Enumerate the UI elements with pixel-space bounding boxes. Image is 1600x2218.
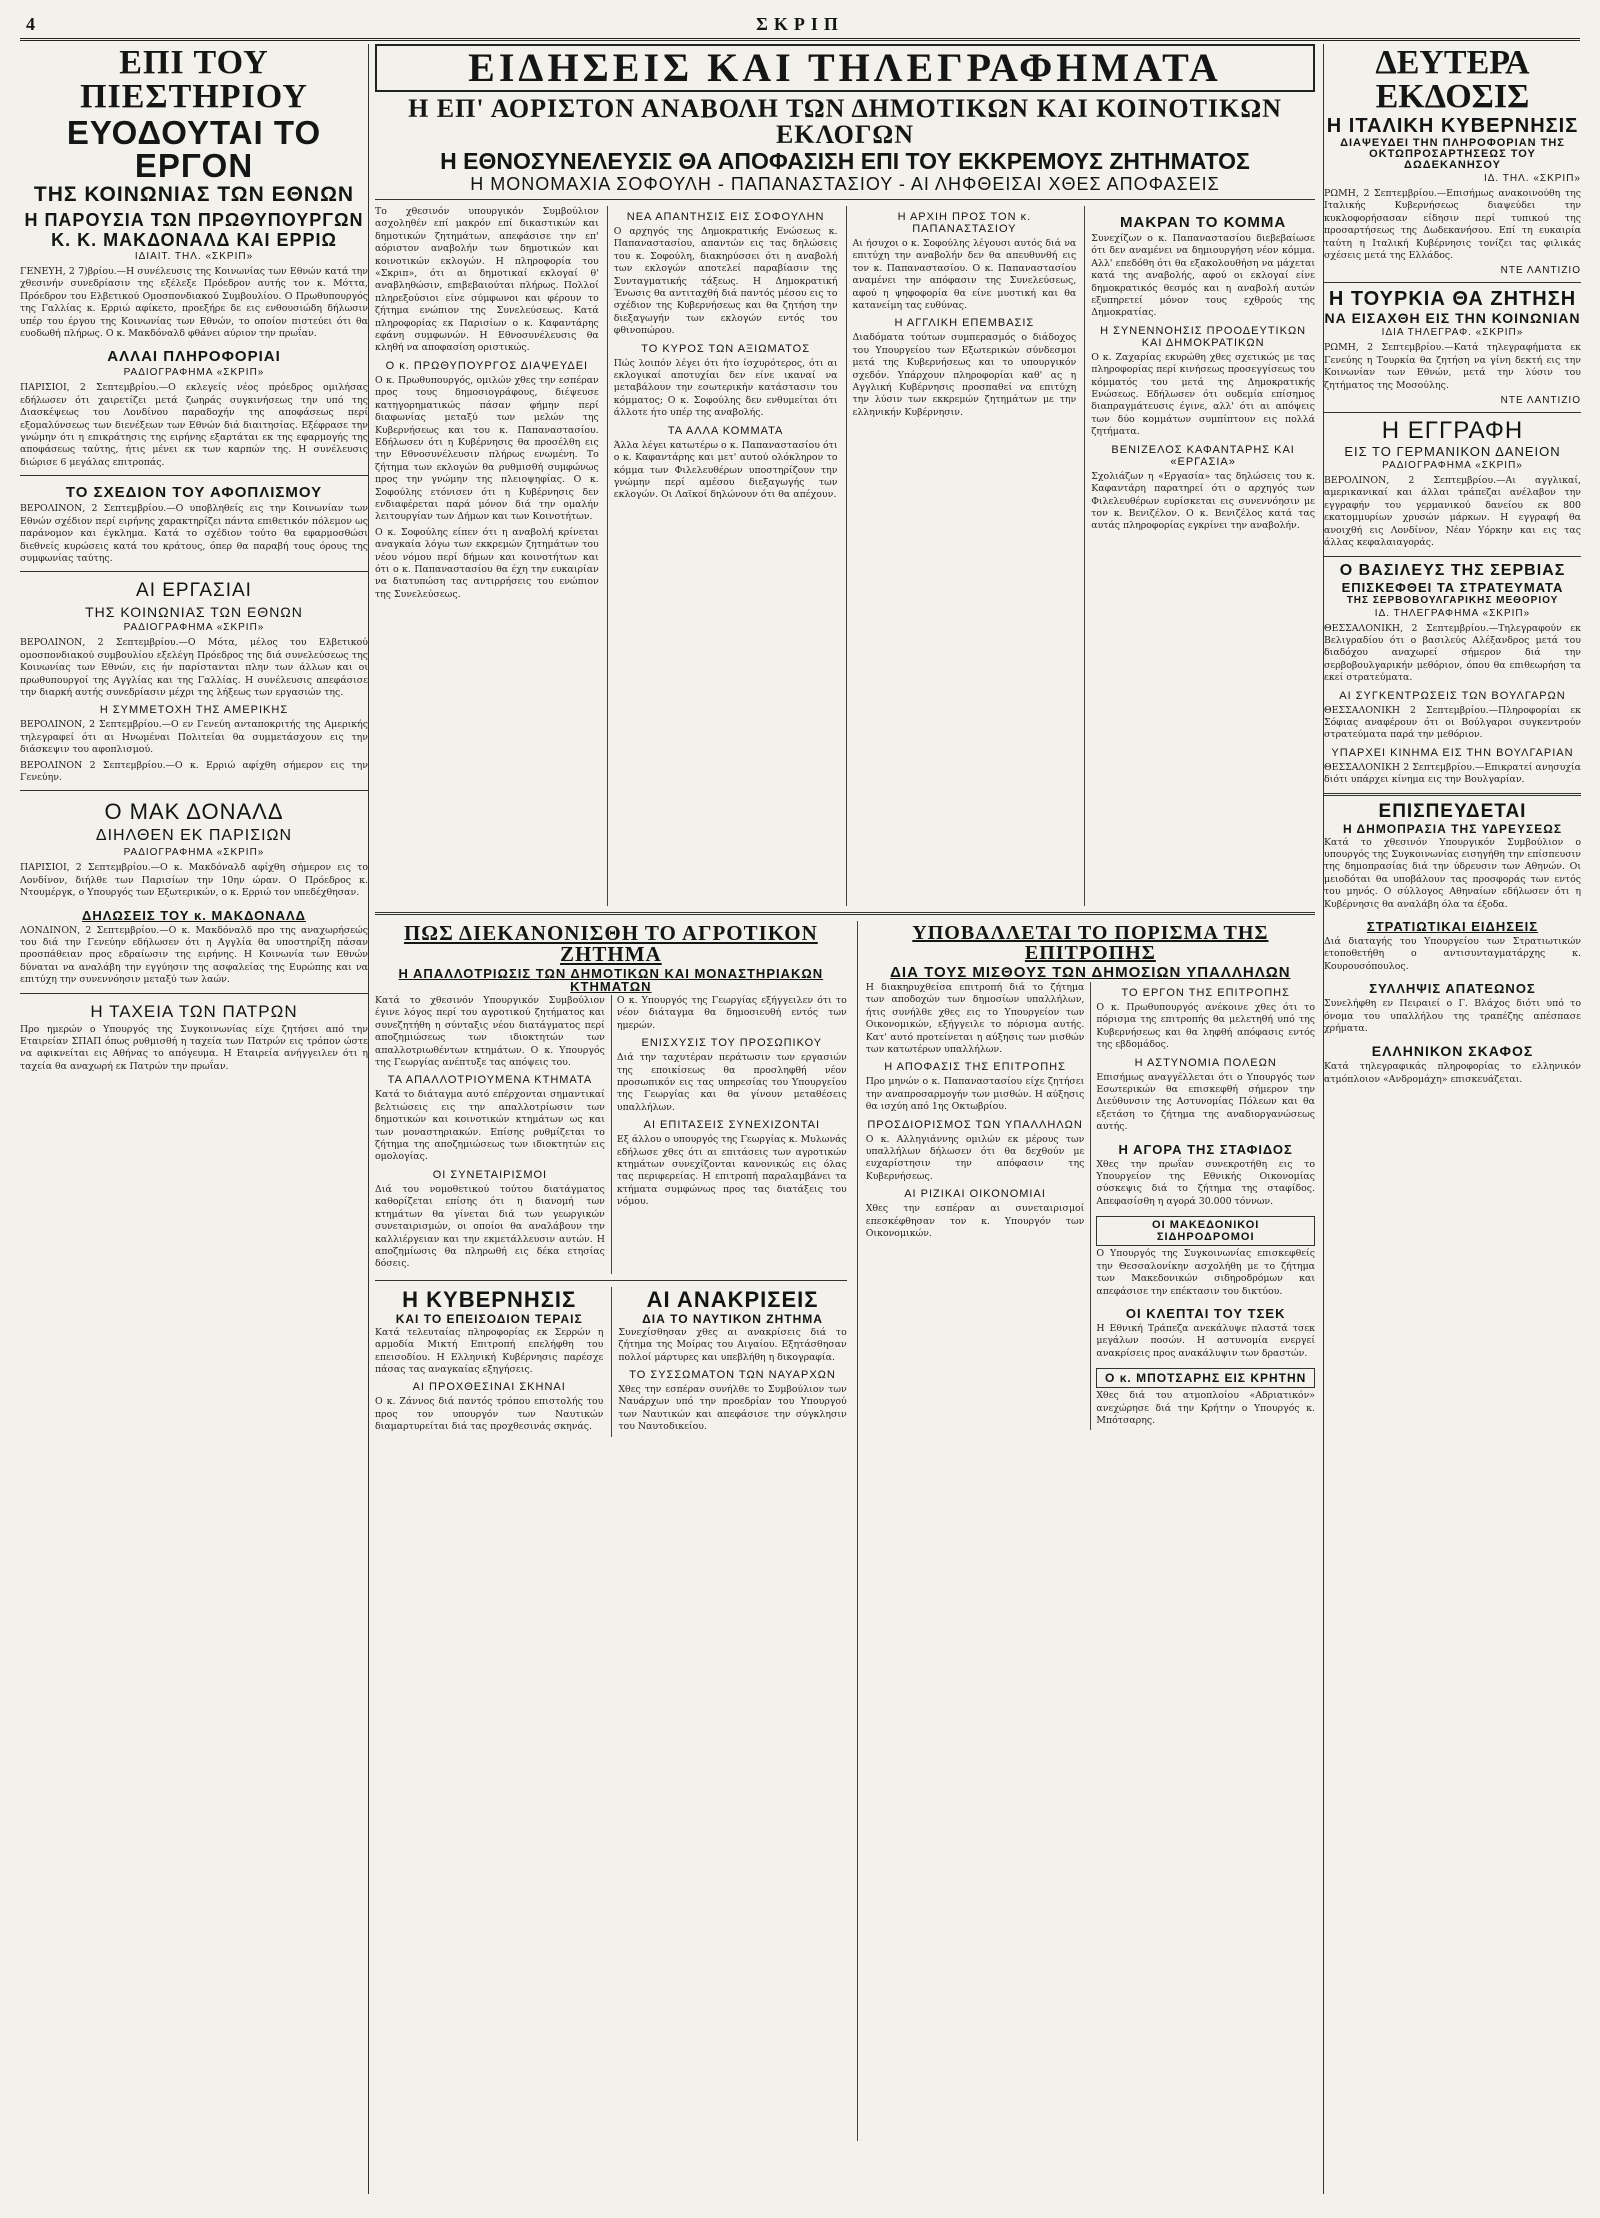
subheading: Η ΣΥΜΜΕΤΟΧΗ ΤΗΣ ΑΜΕΡΙΚΗΣ bbox=[99, 704, 289, 717]
story-column bbox=[375, 995, 605, 1274]
subheading: Η ΑΓΓΛΙΚΗ ΕΠΕΜΒΑΣΙΣ bbox=[894, 317, 1035, 330]
divider bbox=[1324, 412, 1581, 413]
subheading: ΕΝΙΣΧΥΣΙΣ ΤΟΥ ΠΡΟΣΩΠΙΚΟΥ bbox=[641, 1037, 823, 1050]
divider bbox=[1324, 282, 1581, 283]
paper-name: ΣΚΡΙΠ bbox=[756, 14, 844, 34]
right-headline-8: Ο ΒΑΣΙΛΕΥΣ ΤΗΣ ΣΕΡΒΙΑΣ bbox=[1339, 561, 1566, 579]
article-text: ΒΕΡΟΛΙΝΟΝ 2 Σεπτεμβρίου.—Ο κ. Ερριώ αφίχθη σήμερον εις την Γενεύην. bbox=[20, 759, 368, 783]
section-heading: ΤΗΣ ΚΟΙΝΩΝΙΑΣ ΤΩΝ ΕΘΝΩΝ bbox=[85, 604, 303, 621]
section-heading: Η ΤΑΧΕΙΑ ΤΩΝ ΠΑΤΡΩΝ bbox=[90, 1001, 298, 1021]
story-headline: ΠΩΣ ΔΙΕΚΑΝΟΝΙΣΘΗ ΤΟ ΑΓΡΟΤΙΚΟΝ ΖΗΤΗΜΑ bbox=[403, 921, 818, 966]
article-text: Ο κ. Σοφούλης είπεν ότι η αναβολή κρίνεται αναγκαία λόγω των εκκρεμών ζητημάτων του νέου νόμου περί δήμων και κοινοτήτων και ότι ο κ. Παπαναστασίου θα έχη την ευκαιρίαν να διατυπώση τας αντιρρήσεις του ενώπιον της Συνελεύσεως. bbox=[375, 526, 599, 600]
article-text: Κατά το χθεσινόν Υπουργικόν Συμβούλιον έγινε λόγος περί του αγροτικού ζητήματος και συνεζητήθη η σύνταξις νέου διατάγματος περί αποζημιώσεως των ιδιοκτητών των απαλλοτριωθέντων κτημάτων. Ο κ. Υπουργός της Γεωργίας ανέπτυξε τας απόψεις του. bbox=[375, 995, 605, 1069]
article-text: Εξ άλλου ο υπουργός της Γεωργίας κ. Μυλωνάς εδήλωσε χθες ότι αι επιτάσεις των αγροτικών κτημάτων συνεχίζονται κανονικώς εις όλας τας περιφερείας. Η επιτροπή παραλαμβάνει τα κτήματα συμφώνως προς τας διατάξεις του νόμου. bbox=[616, 1134, 847, 1208]
section-heading: ΑΙ ΕΡΓΑΣΙΑΙ bbox=[136, 580, 252, 602]
subheading: ΤΑ ΑΛΛΑ ΚΟΜΜΑΤΑ bbox=[667, 424, 784, 437]
subheading: ΠΡΟΣΔΙΟΡΙΣΜΟΣ ΤΩΝ ΥΠΑΛΛΗΛΩΝ bbox=[867, 1118, 1083, 1131]
section-heading: ΔΗΛΩΣΕΙΣ ΤΟΥ κ. ΜΑΚΔΟΝΑΛΔ bbox=[81, 907, 307, 923]
left-column bbox=[20, 44, 369, 2194]
divider bbox=[20, 993, 368, 994]
story-column bbox=[866, 982, 1085, 1430]
subheading: ΤΟ ΣΥΣΣΩΜΑΤΟΝ ΤΩΝ ΝΑΥΑΡΧΩΝ bbox=[629, 1368, 836, 1381]
article-text: Χθες διά του ατμοπλοίου «Αδριατικόν» ανεχώρησε διά την Κρήτην ο Υπουργός κ. Μπότσαρης. bbox=[1096, 1390, 1315, 1426]
agrarian-story bbox=[375, 921, 847, 2141]
article-text: ΒΕΡΟΛΙΝΟΝ, 2 Σεπτεμβρίου.—Ο υποβληθείς εις την Κοινωνίαν των Εθνών σχέδιον περί ειρήνης χαρακτηρίζει πάντα επιθετικόν πόλεμον ως παράνομον και έγκλημα. Κατά το σχέδιον τούτο θα εφαρμοσθώσι διεθνείς κυρώσεις κατά του κράτους, όπερ θα παραβή τους όρους της συμφωνίας ταύτης. bbox=[20, 503, 368, 564]
article-text: Επισήμως αναγγέλλεται ότι ο Υπουργός των Εσωτερικών θα επισκεφθή σήμερον την Διεύθυνσιν της Αστυνομίας Πόλεων και θα εξετάση το ζήτημα της αναδιοργανώσεως αυτής. bbox=[1096, 1071, 1315, 1133]
right-headline-5: ΝΑ ΕΙΣΑΧΘΗ ΕΙΣ ΤΗΝ ΚΟΙΝΩΝΙΑΝ bbox=[1324, 310, 1581, 327]
story-headline: Η ΚΥΒΕΡΝΗΣΙΣ bbox=[402, 1286, 577, 1312]
article-text: Η διακηρυχθείσα επιτροπή διά το ζήτημα των αποδοχών των δημοσίων υπαλλήλων, ήτις συνήλθε χθες εις το Υπουργείον των Οικονομικών, εξήγγειλε το πόρισμα αυτής. Κατ' αυτό προτείνεται η αύξησις των μισθών των κατωτέρων υπαλλήλων. bbox=[865, 982, 1085, 1056]
byline: ΝΤΕ ΛΑΝΤΙΖΙΟ bbox=[1500, 265, 1581, 277]
article-text: Συνελήφθη εν Πειραιεί ο Γ. Βλάχος διότι υπό το όνομα του υπαλλήλου της τραπέζης απέσπασε χρήματα. bbox=[1324, 998, 1581, 1035]
article-text: Χθες την πρωΐαν συνεκροτήθη εις το Υπουργείον της Εθνικής Οικονομίας σύσκεψις διά το ζήτημα της σταφίδος. Απεφασίσθη η αγορά 30.000 τόννων. bbox=[1096, 1158, 1315, 1207]
article-text: Κατά το χθεσινόν Υπουργικόν Συμβούλιον ο υπουργός της Συγκοινωνίας εισηγήθη την επίσπευσιν της δημοπρασίας διά την ύδρευσιν των Αθηνών. Οι μειοδόται θα υποβάλουν τας προσφοράς των εντός του μηνός. Ο σύλλογος Αθηναίων εδήλωσεν ότι η Κυβέρνησις θα αναλάβη όλα τα έξοδα. bbox=[1324, 836, 1581, 910]
right-headline-9: ΕΠΙΣΚΕΦΘΕΙ ΤΑ ΣΤΡΑΤΕΥΜΑΤΑ bbox=[1341, 579, 1564, 595]
article-text: ΡΩΜΗ, 2 Σεπτεμβρίου.—Κατά τηλεγραφήματα εκ Γενεύης η Τουρκία θα ζητήση να γίνη δεκτή εις την Κοινωνίαν των Εθνών, μετά την λύσιν του ζητήματος της Μοσούλης. bbox=[1324, 342, 1581, 391]
subheading: ΣΥΛΛΗΨΙΣ ΑΠΑΤΕΩΝΟΣ bbox=[1369, 981, 1536, 997]
story-column bbox=[607, 206, 838, 906]
article-text: Ο κ. Αλληγιάννης ομιλών εκ μέρους των υπαλλήλων δήλωσεν ότι θα δεχθούν με ευχαρίστησιν την απόφασιν της Κυβερνήσεως. bbox=[865, 1133, 1085, 1182]
dateline: ΙΔ. ΤΗΛΕΓΡΑΦΗΜΑ «ΣΚΡΙΠ» bbox=[1374, 607, 1531, 619]
subheading: ΝΕΑ ΑΠΑΝΤΗΣΙΣ ΕΙΣ ΣΟΦΟΥΛΗΝ bbox=[626, 211, 825, 223]
article-text: Σχολιάζων η «Εργασία» τας δηλώσεις του κ. Καφαντάρη παρατηρεί ότι ο αρχηγός των Φιλελευθέρων ευρίσκεται εις συνεννόησιν με τον κ. Βενιζέλον. Ο κ. Βενιζέλος κατά τας αυτάς πληροφορίας εγκρίνει την αναβολήν. bbox=[1091, 470, 1315, 532]
byline: ΝΤΕ ΛΑΝΤΙΖΙΟ bbox=[1500, 395, 1581, 407]
article-text: ΓΕΝΕΥΗ, 2 7)βρίου.—Η συνέλευσις της Κοινωνίας των Εθνών κατά την χθεσινήν συνεδρίασιν της εξέλεξε Πρόεδρον αυτής τον κ. Μόττα, Πρόεδρον του Ελβετικού Ομοσπονδιακού Συμβουλίου. Ο Πρωθυπουργός της Γαλλίας κ. Ερριώ αφίκετο, προεξήρε δε εις ενθουσιώδη δήλωσιν υπέρ του έργου της Κοινωνίας των Εθνών, το οποίον πιστεύει ότι θα ευοδωθή πλήρως. Ο κ. Μακδόναλδ φθάνει αύριον την πρωΐαν. bbox=[20, 266, 368, 340]
subheading: ΥΠΑΡΧΕΙ ΚΙΝΗΜΑ ΕΙΣ ΤΗΝ ΒΟΥΛΓΑΡΙΑΝ bbox=[1331, 746, 1574, 759]
article-text: Ο κ. Ζαχαρίας εκυρώθη χθες σχετικώς με τας πληροφορίας περί κινήσεως προσεγγίσεως του κόμματός του μετά της Δημοκρατικής Ενώσεως. Εδήλωσεν ότι ουδεμία επίσημος διαπραγμάτευσις έγινε, αλλ' ότι αι απόψεις των δύο κομμάτων συμπίπτουν εις πολλά ζητήματα. bbox=[1091, 351, 1315, 438]
subheading: Η ΣΥΝΕΝΝΟΗΣΙΣ ΠΡΟΟΔΕΥΤΙΚΩΝ ΚΑΙ ΔΗΜΟΚΡΑΤΙΚΩΝ bbox=[1100, 324, 1307, 349]
article-text: Προ ημερών ο Υπουργός της Συγκοινωνίας είχε ζητήσει από την Εταιρείαν ΣΠΑΠ όπως ρυθμισθή η ταχεία των Πατρών εις τρόπον ώστε να αφικνείται εις Αθήνας το απόγευμα. Η Εταιρεία ανήγγειλεν ότι η ταχεία θα αναχωρή εκ Πατρών την πρωΐαν. bbox=[20, 1023, 368, 1072]
government-story bbox=[375, 1287, 603, 1437]
article-text: Η Εθνική Τράπεζα ανεκάλυψε πλαστά τσεκ μεγάλων ποσών. Η αστυνομία ενεργεί ανακρίσεις προς ανακάλυψιν των δραστών. bbox=[1096, 1322, 1315, 1359]
story-headline: ΥΠΟΒΑΛΛΕΤΑΙ ΤΟ ΠΟΡΙΣΜΑ ΤΗΣ ΕΠΙΤΡΟΠΗΣ bbox=[912, 922, 1269, 964]
dateline: ΡΑΔΙΟΓΡΑΦΗΜΑ «ΣΚΡΙΠ» bbox=[123, 622, 265, 634]
article-text: Ο κ. Πρωθυπουργός, ομιλών χθες την εσπέραν προς τους δημοσιογράφους, διέψευσε κατηγορηματικώς πάσαν φήμην περί διαφωνίας μεταξύ των μελών της Κυβερνήσεως και του κ. Παπαναστασίου. Εδήλωσεν ότι η Κυβέρνησις θα προσέλθη εις την Εθνοσυνέλευσιν πλήρως ενωμένη. Το ζήτημα των εκλογών θα ρυθμισθή συμφώνως προς την γνώμην της πλειοψηφίας. Ο κ. Σοφούλης ετόνισεν ότι η Κυβέρνησις δεν ενδιαφέρεται παρά μόνον διά την ομαλήν λειτουργίαν των Δήμων και των Κοινοτήτων. bbox=[375, 374, 599, 523]
left-headline-5: Κ. Κ. ΜΑΚΔΟΝΑΛΔ ΚΑΙ ΕΡΡΙΩ bbox=[51, 230, 337, 250]
section-heading: ΤΟ ΣΧΕΔΙΟΝ ΤΟΥ ΑΦΟΠΛΙΣΜΟΥ bbox=[65, 484, 323, 502]
subheading: ΑΙ ΕΠΙΤΑΣΕΙΣ ΣΥΝΕΧΙΖΟΝΤΑΙ bbox=[643, 1119, 821, 1132]
article-text: ΒΕΡΟΛΙΝΟΝ, 2 Σεπτεμβρίου.—Αι αγγλικαί, αμερικανικαί και άλλαι τράπεζαι ανέλαβον την εγγραφήν του γερμανικού δανείου εκ 800 εκατομμυρίων χρυσών μάρκων. Η εγγραφή θα ανοιχθή εις Λονδίνον, Νέαν Υόρκην και εις τας άλλας κεφαλαιαγοράς. bbox=[1324, 475, 1581, 549]
subheading: ΟΙ ΚΛΕΠΤΑΙ ΤΟΥ ΤΣΕΚ bbox=[1125, 1305, 1286, 1321]
left-headline-3: ΤΗΣ ΚΟΙΝΩΝΙΑΣ ΤΩΝ ΕΘΝΩΝ bbox=[33, 183, 355, 206]
article-text: Συνεχίζων ο κ. Παπαναστασίου διεβεβαίωσε ότι δεν αναμένει να δημιουργήση νέον κόμμα. Αλλ' επεδόθη ότι θα εξακολουθήση να μάχεται κατά της αναβολής, αφού οι εκλογαί είνε δημοκρατικός θεσμός και η αναβολή αυτών εξυπηρετεί μόνον τους εχθρούς της Δημοκρατίας. bbox=[1091, 233, 1315, 319]
subheading: ΣΤΡΑΤΙΩΤΙΚΑΙ ΕΙΔΗΣΕΙΣ bbox=[1366, 919, 1539, 934]
right-headline-12: Η ΔΗΜΟΠΡΑΣΙΑ ΤΗΣ ΥΔΡΕΥΣΕΩΣ bbox=[1342, 821, 1563, 836]
story-column bbox=[846, 206, 1077, 906]
subheading: Η ΑΠΟΦΑΣΙΣ ΤΗΣ ΕΠΙΤΡΟΠΗΣ bbox=[884, 1061, 1066, 1074]
article-text: Κατά το διάταγμα αυτό επέρχονται σημαντικαί βελτιώσεις εις την απαλλοτρίωσιν των δημοτικών και κοινοτικών κτημάτων ως και των μοναστηριακών. Επίσης ρυθμίζεται το ζήτημα της αποζημιώσεως των ιδιοκτητών εις ομολογίας. bbox=[375, 1089, 605, 1163]
article-text: ΒΕΡΟΛΙΝΟΝ, 2 Σεπτεμβρίου.—Ο Μότα, μέλος του Ελβετικού ομοσπονδιακού συμβουλίου εξελέγη Πρόεδρος της διά συνελεύσεως της Κοινωνίας των Εθνών, εις ήν παρίστανται πλην των άλλων και οι πρωθυπουργοί της Αγγλίας και της Γαλλίας. Η συνέλευσις απεφάσισε την διαρκή αυτής συνεδρίασιν μέχρι της λήξεως των εργασιών της. bbox=[20, 637, 368, 698]
article-text: Το χθεσινόν υπουργικόν Συμβούλιον ασχοληθέν επί μακρόν επί δικαστικών και δημοτικών ζητημάτων, απεφάσισε την επ' αόριστον αναβολήν των δημοτικών και κοινοτικών εκλογών. Η πληροφορία του «Σκριπ», ότι αι δημοτικαί εκλογαί θ' αναβληθώσιν, επιβεβαιούται πλήρως. Πολλοί πληρεξούσιοι είνε σύμφωνοι και φέρουν το ζήτημα ενώπιον της Συνελεύσεως. Κατά πληροφορίας εκ Παρισίων ο κ. Καφαντάρης εφάνη συμφωνών. Η Εθνοσυνέλευσις θα κληθή να αποφασίση οριστικώς. bbox=[375, 206, 599, 354]
article-text: Χθες την εσπέραν συνήλθε το Συμβούλιον των Ναυάρχων υπό την προεδρίαν του Υπουργού των Ναυτικών και απεφάσισε την σύγκλησιν του Ναυτοδικείου. bbox=[618, 1383, 847, 1433]
dateline: ΙΔΙΑ ΤΗΛΕΓΡΑΦ. «ΣΚΡΙΠ» bbox=[1381, 327, 1524, 339]
article-text: Ο κ. Ζάννος διά παντός τρόπου επιστολής του προς τον υπουργόν των Ναυτικών διαμαρτυρείται διά τας προχθεσινάς σκηνάς. bbox=[375, 1396, 604, 1433]
dateline: ΙΔΙΑΙΤ. ΤΗΛ. «ΣΚΡΙΠ» bbox=[134, 251, 254, 262]
article-text: ΒΕΡΟΛΙΝΟΝ, 2 Σεπτεμβρίου.—Ο εν Γενεύη ανταποκριτής της Αμερικής τηλεγραφεί ότι αι Ηνωμέναι Πολιτείαι θα συμμετάσχουν εις την διάσκεψιν του αφοπλισμού. bbox=[20, 719, 368, 756]
article-text: Κατά τελευταίας πληροφορίας εκ Σερρών η αρμοδία Μικτή Επιτροπή επελήφθη του επεισοδίου. Η Ελληνική Κυβέρνησις παρέσχε πάσας τας αναγκαίας εξηγήσεις. bbox=[375, 1326, 604, 1375]
subheading: ΤΑ ΑΠΑΛΛΟΤΡΙΟΥΜΕΝΑ ΚΤΗΜΑΤΑ bbox=[387, 1074, 593, 1087]
salaries-story bbox=[857, 921, 1315, 2141]
article-text: Κατά τηλεγραφικάς πληροφορίας το ελληνικόν ατμόπλοιον «Ανδρομάχη» επισκευάζεται. bbox=[1324, 1061, 1581, 1085]
subheading: ΕΛΛΗΝΙΚΟΝ ΣΚΑΦΟΣ bbox=[1371, 1043, 1534, 1060]
subheading: Ο κ. ΠΡΩΘΥΠΟΥΡΓΟΣ ΔΙΑΨΕΥΔΕΙ bbox=[385, 359, 589, 372]
right-headline-6: Η ΕΓΓΡΑΦΗ bbox=[1381, 417, 1524, 445]
right-headline-1: ΔΕΥΤΕΡΑ ΕΚΔΟΣΙΣ bbox=[1375, 44, 1530, 115]
article-text: Άλλα λέγει κατωτέρω ο κ. Παπαναστασίου ότι ο κ. Καφαντάρης και μετ' αυτού ολόκληρον το κόμμα των Φιλελευθέρων υποστηρίζουν την γνώμην περί αμέσου διεξαγωγής των εκλογών. Οι Λαϊκοί δηλώνουν ότι θα απέχουν. bbox=[613, 439, 838, 501]
left-headline-1: ΕΠΙ ΤΟΥ ΠΙΕΣΤΗΡΙΟΥ bbox=[80, 44, 308, 115]
subheading: ΒΕΝΙΖΕΛΟΣ ΚΑΦΑΝΤΑΡΗΣ ΚΑΙ «ΕΡΓΑΣΙΑ» bbox=[1111, 443, 1295, 468]
story-subheadline: ΔΙΑ ΤΟΥΣ ΜΙΣΘΟΥΣ ΤΩΝ ΔΗΜΟΣΙΩΝ ΥΠΑΛΛΗΛΩΝ bbox=[890, 964, 1291, 981]
main-subheadline-2: Η ΜΟΝΟΜΑΧΙΑ ΣΟΦΟΥΛΗ - ΠΑΠΑΝΑΣΤΑΣΙΟΥ - ΑΙ ΛΗΦΘΕΙΣΑΙ ΧΘΕΣ ΑΠΟΦΑΣΕΙΣ bbox=[470, 174, 1220, 194]
article-text: ΘΕΣΣΑΛΟΝΙΚΗ, 2 Σεπτεμβρίου.—Τηλεγραφούν εκ Βελιγραδίου ότι ο βασιλεύς Αλέξανδρος μετά του διαδόχου αναχωρεί σήμερον διά την σερβοβουλγαρικήν μεθόριον, όπου θα επιθεωρήση τα εκεί στρατεύματα. bbox=[1324, 622, 1581, 684]
article-text: ΠΑΡΙΣΙΟΙ, 2 Σεπτεμβρίου.—Ο κ. Μακδόναλδ αφίχθη σήμερον εις το Λονδίνον, διήλθε των Παρισίων την 10ην ώραν. Ο Πρόεδρος κ. Ντουμέργκ, ο Υπουργός των Εξωτερικών, ο κ. Ερριώ τον υπεδέχθησαν. bbox=[20, 862, 368, 899]
article-text: Ο Υπουργός της Συγκοινωνίας επισκεφθείς την Θεσσαλονίκην ασχολήθη με το ζήτημα των Μακεδονικών σιδηροδρόμων και απεφάσισε την επέκτασιν του δικτύου. bbox=[1096, 1248, 1315, 1297]
subheading: ΟΙ ΣΥΝΕΤΑΙΡΙΣΜΟΙ bbox=[432, 1168, 548, 1181]
subheading: ΤΟ ΚΥΡΟΣ ΤΩΝ ΑΞΙΩΜΑΤΟΣ bbox=[641, 342, 811, 355]
right-headline-11: ΕΠΙΣΠΕΥΔΕΤΑΙ bbox=[1378, 800, 1527, 822]
article-text: ΡΩΜΗ, 2 Σεπτεμβρίου.—Επισήμως ανακοινούθη της Ιταλικής Κυβερνήσεως διαψεύδει την κυκλοφορήσασαν είδησιν περί τυπικού της προσαρτήσεως της Δωδεκανήσου. Επί τη ευκαιρία ταύτη η Ιταλική Κυβέρνησις τονίζει τας φιλικάς σχέσεις μετά της Ελλάδος. bbox=[1324, 188, 1581, 262]
subheading: ΜΑΚΡΑΝ ΤΟ ΚΟΜΜΑ bbox=[1120, 214, 1287, 231]
story-columns bbox=[866, 982, 1315, 1430]
article-text: ΘΕΣΣΑΛΟΝΙΚΗ 2 Σεπτεμβρίου.—Επικρατεί ανησυχία διότι υπάρχει κίνημα εις την Βουλγαρίαν. bbox=[1324, 761, 1581, 786]
folio-bar bbox=[20, 14, 1580, 41]
subheading: ΑΙ ΡΙΖΙΚΑΙ ΟΙΚΟΝΟΜΙΑΙ bbox=[904, 1188, 1046, 1201]
right-headline-10: ΤΗΣ ΣΕΡΒΟΒΟΥΛΓΑΡΙΚΗΣ ΜΕΘΟΡΙΟΥ bbox=[1346, 594, 1559, 606]
divider bbox=[1324, 793, 1581, 796]
subheading: Η ΑΡΧΙΗ ΠΡΟΣ ΤΟΝ κ. ΠΑΠΑΝΑΣΤΑΣΙΟΥ bbox=[897, 211, 1032, 235]
right-headline-2: Η ΙΤΑΛΙΚΗ ΚΥΒΕΡΝΗΣΙΣ bbox=[1326, 115, 1579, 137]
article-text: Διά διαταγής του Υπουργείου των Στρατιωτικών ετοποθετήθη ο αντισυνταγματάρχης κ. Κουρουσόπουλος. bbox=[1324, 936, 1581, 972]
subheading: ΟΙ ΜΑΚΕΔΟΝΙΚΟΙ ΣΙΔΗΡΟΔΡΟΜΟΙ bbox=[1096, 1216, 1315, 1246]
right-column bbox=[1323, 44, 1581, 2194]
subheading: Η ΑΣΤΥΝΟΜΙΑ ΠΟΛΕΩΝ bbox=[1134, 1056, 1277, 1069]
subheading: Ο κ. ΜΠΟΤΣΑΡΗΣ ΕΙΣ ΚΡΗΤΗΝ bbox=[1096, 1368, 1315, 1388]
right-headline-3: ΔΙΑΨΕΥΔΕΙ ΤΗΝ ΠΛΗΡΟΦΟΡΙΑΝ ΤΗΣ ΟΚΤΩΠΡΟΣΑΡΤΗΣΕΩΣ ΤΟΥ ΔΩΔΕΚΑΝΗΣΟΥ bbox=[1340, 137, 1565, 171]
subheading: Η ΑΓΟΡΑ ΤΗΣ ΣΤΑΦΙΔΟΣ bbox=[1118, 1141, 1293, 1157]
divider bbox=[20, 571, 368, 572]
divider bbox=[375, 912, 1315, 915]
center-column bbox=[375, 44, 1315, 2194]
right-headline-4: Η ΤΟΥΡΚΙΑ ΘΑ ΖΗΤΗΣΗ bbox=[1328, 288, 1577, 311]
left-headline-4: Η ΠΑΡΟΥΣΙΑ ΤΩΝ ΠΡΩΘΥΠΟΥΡΓΩΝ bbox=[24, 210, 364, 230]
story-columns bbox=[375, 995, 847, 1274]
section-heading: ΔΙΗΛΘΕΝ ΕΚ ΠΑΡΙΣΙΩΝ bbox=[95, 827, 293, 845]
dateline: ΡΑΔΙΟΓΡΑΦΗΜΑ «ΣΚΡΙΠ» bbox=[1382, 460, 1523, 472]
story-subheadline: Η ΑΠΑΛΛΟΤΡΙΩΣΙΣ ΤΩΝ ΔΗΜΟΤΙΚΩΝ ΚΑΙ ΜΟΝΑΣΤΗΡΙΑΚΩΝ ΚΤΗΜΑΤΩΝ bbox=[398, 966, 824, 994]
dateline: ΡΑΔΙΟΓΡΑΦΗΜΑ «ΣΚΡΙΠ» bbox=[123, 367, 265, 379]
article-text: Αι ήσυχοι ο κ. Σοφούλης λέγουσι αυτός διά να επιτύχη την αναβολήν δεν θα απευθυνθή εις τον κ. Παπαναστασίου. Ο κ. Παπαναστασίου αναμένει την απόφασιν της Συνελεύσεως, αφού η ψηφοφορία θα είνε μυστική και θα κατανείμη τας ευθύνας. bbox=[852, 238, 1077, 312]
subheading: ΑΙ ΠΡΟΧΘΕΣΙΝΑΙ ΣΚΗΝΑΙ bbox=[412, 1381, 566, 1394]
article-text: Διαδόματα τούτων συμπερασμός ο διάδοχος του Υπουργείου των Εξωτερικών σύνδεσμοι μετά της Κυβερνήσεως και το υπουργικόν σχεδόν. Υπάρχουν πληροφορίαι καθ' ας η Αγγλική Κυβέρνησις προσπαθεί να επιτύχη την λύσιν των εκκρεμών ζητημάτων με την ελληνικήν Κυβέρνησιν. bbox=[852, 332, 1077, 418]
divider bbox=[1324, 556, 1581, 557]
page-number: 4 bbox=[26, 14, 35, 34]
main-subheadline: Η ΕΘΝΟΣΥΝΕΛΕΥΣΙΣ ΘΑ ΑΠΟΦΑΣΙΣΗ ΕΠΙ ΤΟΥ ΕΚΚΡΕΜΟΥΣ ΖΗΤΗΜΑΤΟΣ bbox=[440, 148, 1250, 174]
dateline: ΡΑΔΙΟΓΡΑΦΗΜΑ «ΣΚΡΙΠ» bbox=[123, 847, 265, 859]
left-headline-2: ΕΥΟΔΟΥΤΑΙ ΤΟ ΕΡΓΟΝ bbox=[66, 114, 322, 184]
divider bbox=[20, 475, 368, 476]
section-heading: ΑΛΛΑΙ ΠΛΗΡΟΦΟΡΙΑΙ bbox=[107, 348, 281, 366]
divider bbox=[375, 1280, 847, 1281]
story-column bbox=[1090, 982, 1315, 1430]
story-column bbox=[1084, 206, 1315, 906]
article-text: Διά του νομοθετικού τούτου διατάγματος καθορίζεται επίσης ότι η διανομή των κτημάτων θα γίνεται διά των γεωργικών συνεταιρισμών, οι οποίοι θα αναλάβουν την καλλιέργειαν και την εκμετάλλευσιν αυτών. Η αποζημίωσις θα πληρωθή εις δέκα ετησίας δόσεις. bbox=[375, 1183, 605, 1270]
story-column bbox=[611, 995, 847, 1274]
article-text: Ο αρχηγός της Δημοκρατικής Ενώσεως κ. Παπαναστασίου, απαντών εις τας δηλώσεις του κ. Σοφούλη, διακηρύσσει ότι η αναβολή των εκλογών αποτελεί παραβίασιν της Συνταγματικής τάξεως. Η Δημοκρατική Ένωσις θα αντιταχθή διά παντός μέσου εις το σχέδιον της Κυβερνήσεως και θα ζητήση την διεξαγωγήν των εκλογών εντός του φθινοπώρου. bbox=[613, 226, 838, 337]
article-text: Πώς λοιπόν λέγει ότι ήτο ίσχυρότερος, ότι αι εκλογικαί αποτυχίαι δεν είνε ικαναί να μεταβάλουν την εσωτερικήν κατάστασιν του κόμματος; Ο κ. Σοφούλης δεν ενθυμείται ότι άλλοτε ήτο υπέρ της αναβολής. bbox=[613, 357, 838, 419]
main-story-columns bbox=[375, 206, 1315, 906]
story-column bbox=[375, 206, 599, 906]
lower-stories bbox=[375, 921, 1315, 2141]
article-text: Προ μηνών ο κ. Παπαναστασίου είχε ζητήσει την αναπροσαρμογήν των μισθών. Η αύξησις θα ισχύη από 1ης Οκτωβρίου. bbox=[865, 1076, 1085, 1113]
article-text: ΠΑΡΙΣΙΟΙ, 2 Σεπτεμβρίου.—Ο εκλεγείς νέος πρόεδρος ομιλήσας εδήλωσεν ότι χαιρετίζει μετά ζωηράς συγκινήσεως την υπό της Διασκέψεως του Λονδίνου παραδοχήν της αποφάσεως περί εξομαλύνσεως των διενέξεων των Εθνών διά διαιτησίας. Εξέφρασε την γνώμην ότι η επικράτησις της ειρήνης εξαρτάται εκ της εφαρμογής της αποφάσεως ταύτης, ήτις μένει εκ των καρπών της. Η συνέλευσις διώρισε 6 μεγάλας επιτροπάς. bbox=[20, 382, 368, 468]
story-subheadline: ΔΙΑ ΤΟ ΝΑΥΤΙΚΟΝ ΖΗΤΗΜΑ bbox=[642, 1311, 823, 1326]
newspaper-page bbox=[20, 14, 1580, 2204]
article-text: ΛΟΝΔΙΝΟΝ, 2 Σεπτεμβρίου.—Ο κ. Μακδόναλδ προ της αναχωρήσεώς του διά την Γενεύην εδήλωσεν ότι η Αγγλία θα υποστηρίξη πάσαν προσπάθειαν προς εδραίωσιν της ειρήνης. Η Κοινωνία των Εθνών δύναται να αναλάβη την εγγύησιν της ασφαλείας της Ευρώπης και να επιτύχη την συνεννόησιν μεταξύ των λαών. bbox=[20, 924, 368, 986]
article-text: Συνεχίσθησαν χθες αι ανακρίσεις διά το ζήτημα της Μοίρας του Αιγαίου. Εξητάσθησαν πολλοί μάρτυρες και υπεβλήθη η δικογραφία. bbox=[618, 1326, 847, 1363]
section-heading: Ο ΜΑΚ ΔΟΝΑΛΔ bbox=[104, 799, 284, 825]
article-text: Ο κ. Πρωθυπουργός ανέκοινε χθες ότι το πόρισμα της επιτροπής θα μελετηθή υπό της Κυβερνήσεως και θα ληφθή απόφασις εντός της εβδομάδος. bbox=[1096, 1002, 1315, 1051]
story-headline: ΑΙ ΑΝΑΚΡΙΣΕΙΣ bbox=[646, 1286, 819, 1312]
article-text: ΘΕΣΣΑΛΟΝΙΚΗ 2 Σεπτεμβρίου.—Πληροφορίαι εκ Σόφιας αναφέρουν ότι οι Βούλγαροι συγκεντρούν στρατεύματα παρά την μεθόριον. bbox=[1324, 704, 1581, 741]
article-text: Ο κ. Υπουργός της Γεωργίας εξήγγειλεν ότι το νέον διάταγμα θα δημοσιευθή εντός των ημερών. bbox=[616, 995, 847, 1031]
subheading: ΤΟ ΕΡΓΟΝ ΤΗΣ ΕΠΙΤΡΟΠΗΣ bbox=[1121, 987, 1290, 999]
divider bbox=[20, 790, 368, 791]
story-subheadline: ΚΑΙ ΤΟ ΕΠΕΙΣΟΔΙΟΝ ΤΕΡΑΙΣ bbox=[395, 1311, 583, 1326]
subheading: ΑΙ ΣΥΓΚΕΝΤΡΩΣΕΙΣ ΤΩΝ ΒΟΥΛΓΑΡΩΝ bbox=[1339, 689, 1566, 702]
article-text: Διά την ταχυτέραν περάτωσιν των εργασιών της εποικίσεως θα προσληφθή νέον προσωπικόν εις τας υπηρεσίας του Υπουργείου της Γεωργίας και θα γίνουν μεταθέσεις υπαλλήλων. bbox=[616, 1052, 847, 1113]
section-banner: ΕΙΔΗΣΕΙΣ ΚΑΙ ΤΗΛΕΓΡΑΦΗΜΑΤΑ bbox=[375, 44, 1315, 92]
article-text: Χθες την εσπέραν αι συνεταιρισμοί επεσκέφθησαν τον κ. Υπουργόν των Οικονομικών. bbox=[865, 1203, 1085, 1240]
bottom-stories bbox=[375, 1287, 847, 1437]
divider bbox=[375, 199, 1315, 200]
investigations-story bbox=[611, 1287, 846, 1437]
main-headline: Η ΕΠ' ΑΟΡΙΣΤΟΝ ΑΝΑΒΟΛΗ ΤΩΝ ΔΗΜΟΤΙΚΩΝ ΚΑΙ ΚΟΙΝΟΤΙΚΩΝ ΕΚΛΟΓΩΝ bbox=[408, 94, 1282, 149]
dateline: ΙΔ. ΤΗΛ. «ΣΚΡΙΠ» bbox=[1483, 173, 1581, 184]
right-headline-7: ΕΙΣ ΤΟ ΓΕΡΜΑΝΙΚΟΝ ΔΑΝΕΙΟΝ bbox=[1344, 444, 1561, 460]
